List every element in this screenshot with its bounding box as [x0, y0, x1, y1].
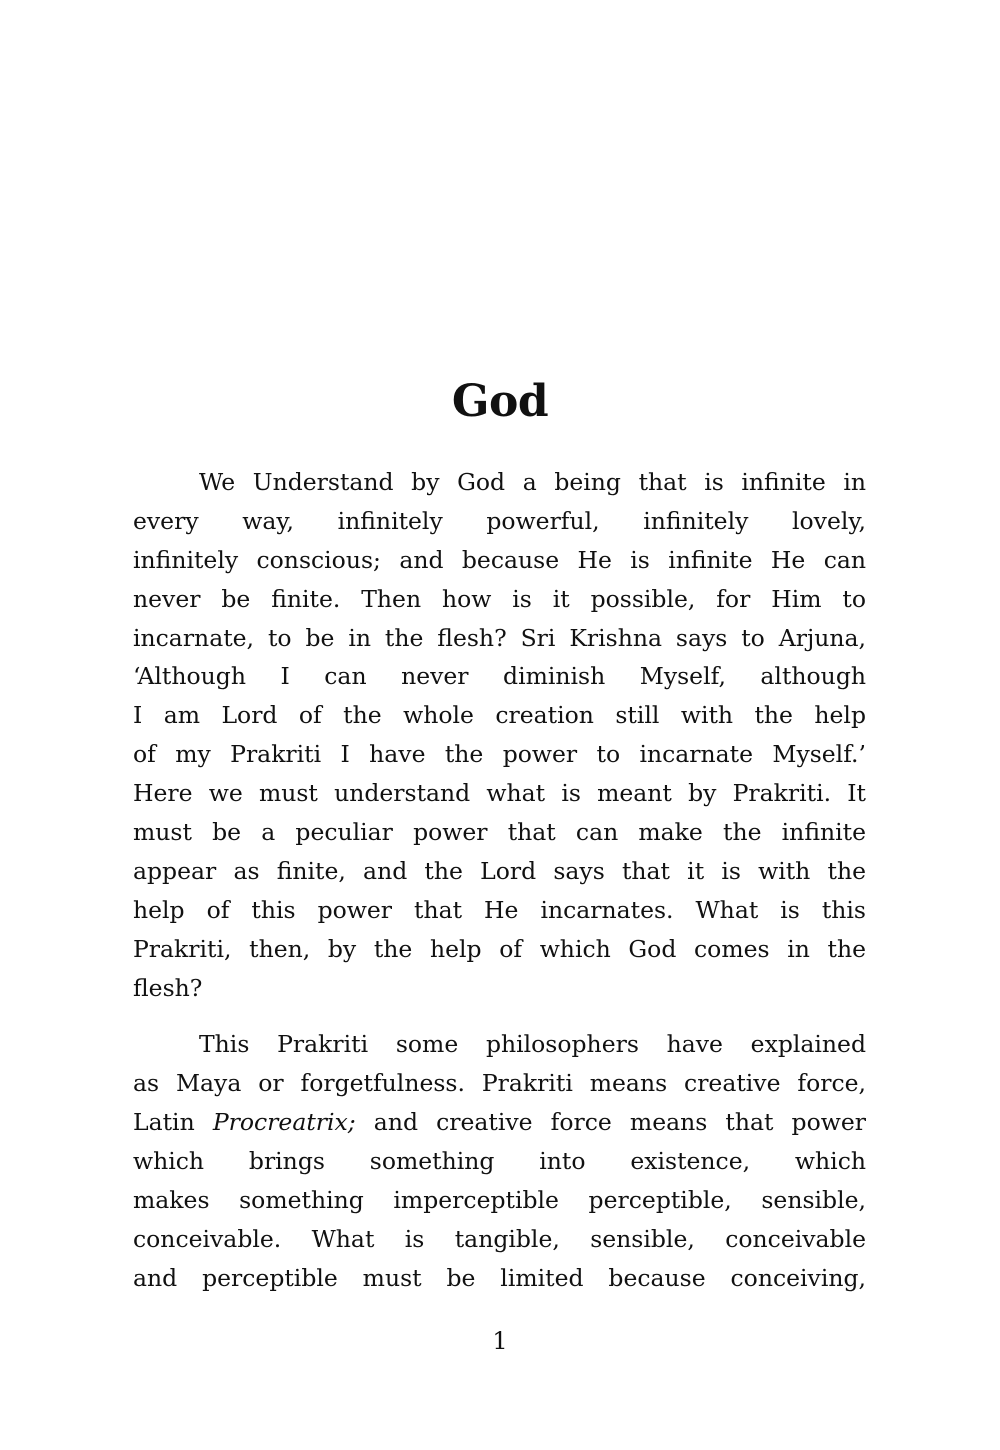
text-line: infinitely conscious; and because He is infinite He can: [133, 545, 866, 574]
text-line: flesh?: [133, 973, 203, 1002]
text-line: which brings something into existence, which: [133, 1147, 866, 1176]
text-line: ‘Although I can never diminish Myself, although: [133, 662, 866, 691]
text-line: incarnate, to be in the flesh? Sri Krishna says to Arjuna,: [133, 623, 866, 652]
text-line: appear as finite, and the Lord says that it is with the: [133, 856, 866, 885]
latin-term: Procreatrix;: [212, 1108, 356, 1137]
text-line: must be a peculiar power that can make the infinite: [133, 818, 866, 847]
text-line: We Understand by God a being that is infinite in: [199, 468, 866, 496]
latin-after: and creative force means that power: [355, 1108, 866, 1137]
paragraph-2: [133, 1025, 866, 1297]
paragraph-1: [133, 463, 866, 1007]
text-line: as Maya or forgetfulness. Prakriti means creative force,: [133, 1069, 866, 1098]
text-line: never be finite. Then how is it possible, for Him to: [133, 584, 866, 613]
latin-before: Latin: [133, 1108, 213, 1137]
text-line: of my Prakriti I have the power to incarnate Myself.’: [133, 740, 866, 769]
page-number: 1: [492, 1327, 508, 1355]
text-line: conceivable. What is tangible, sensible, conceivable: [133, 1224, 866, 1253]
text-line: every way, infinitely powerful, infinitely lovely,: [133, 506, 866, 535]
text-line: help of this power that He incarnates. What is this: [133, 895, 866, 924]
text-line: makes something imperceptible perceptible, sensible,: [133, 1186, 866, 1215]
body-text: [133, 463, 866, 1298]
chapter-title: God: [451, 376, 549, 427]
text-line: and perceptible must be limited because conceiving,: [133, 1263, 866, 1292]
text-line-latin: [133, 1103, 866, 1142]
text-line: I am Lord of the whole creation still with the help: [133, 701, 866, 730]
text-line: Here we must understand what is meant by Prakriti. It: [133, 779, 866, 808]
text-line: This Prakriti some philosophers have explained: [199, 1030, 866, 1059]
text-line: Prakriti, then, by the help of which God comes in the: [133, 934, 866, 963]
